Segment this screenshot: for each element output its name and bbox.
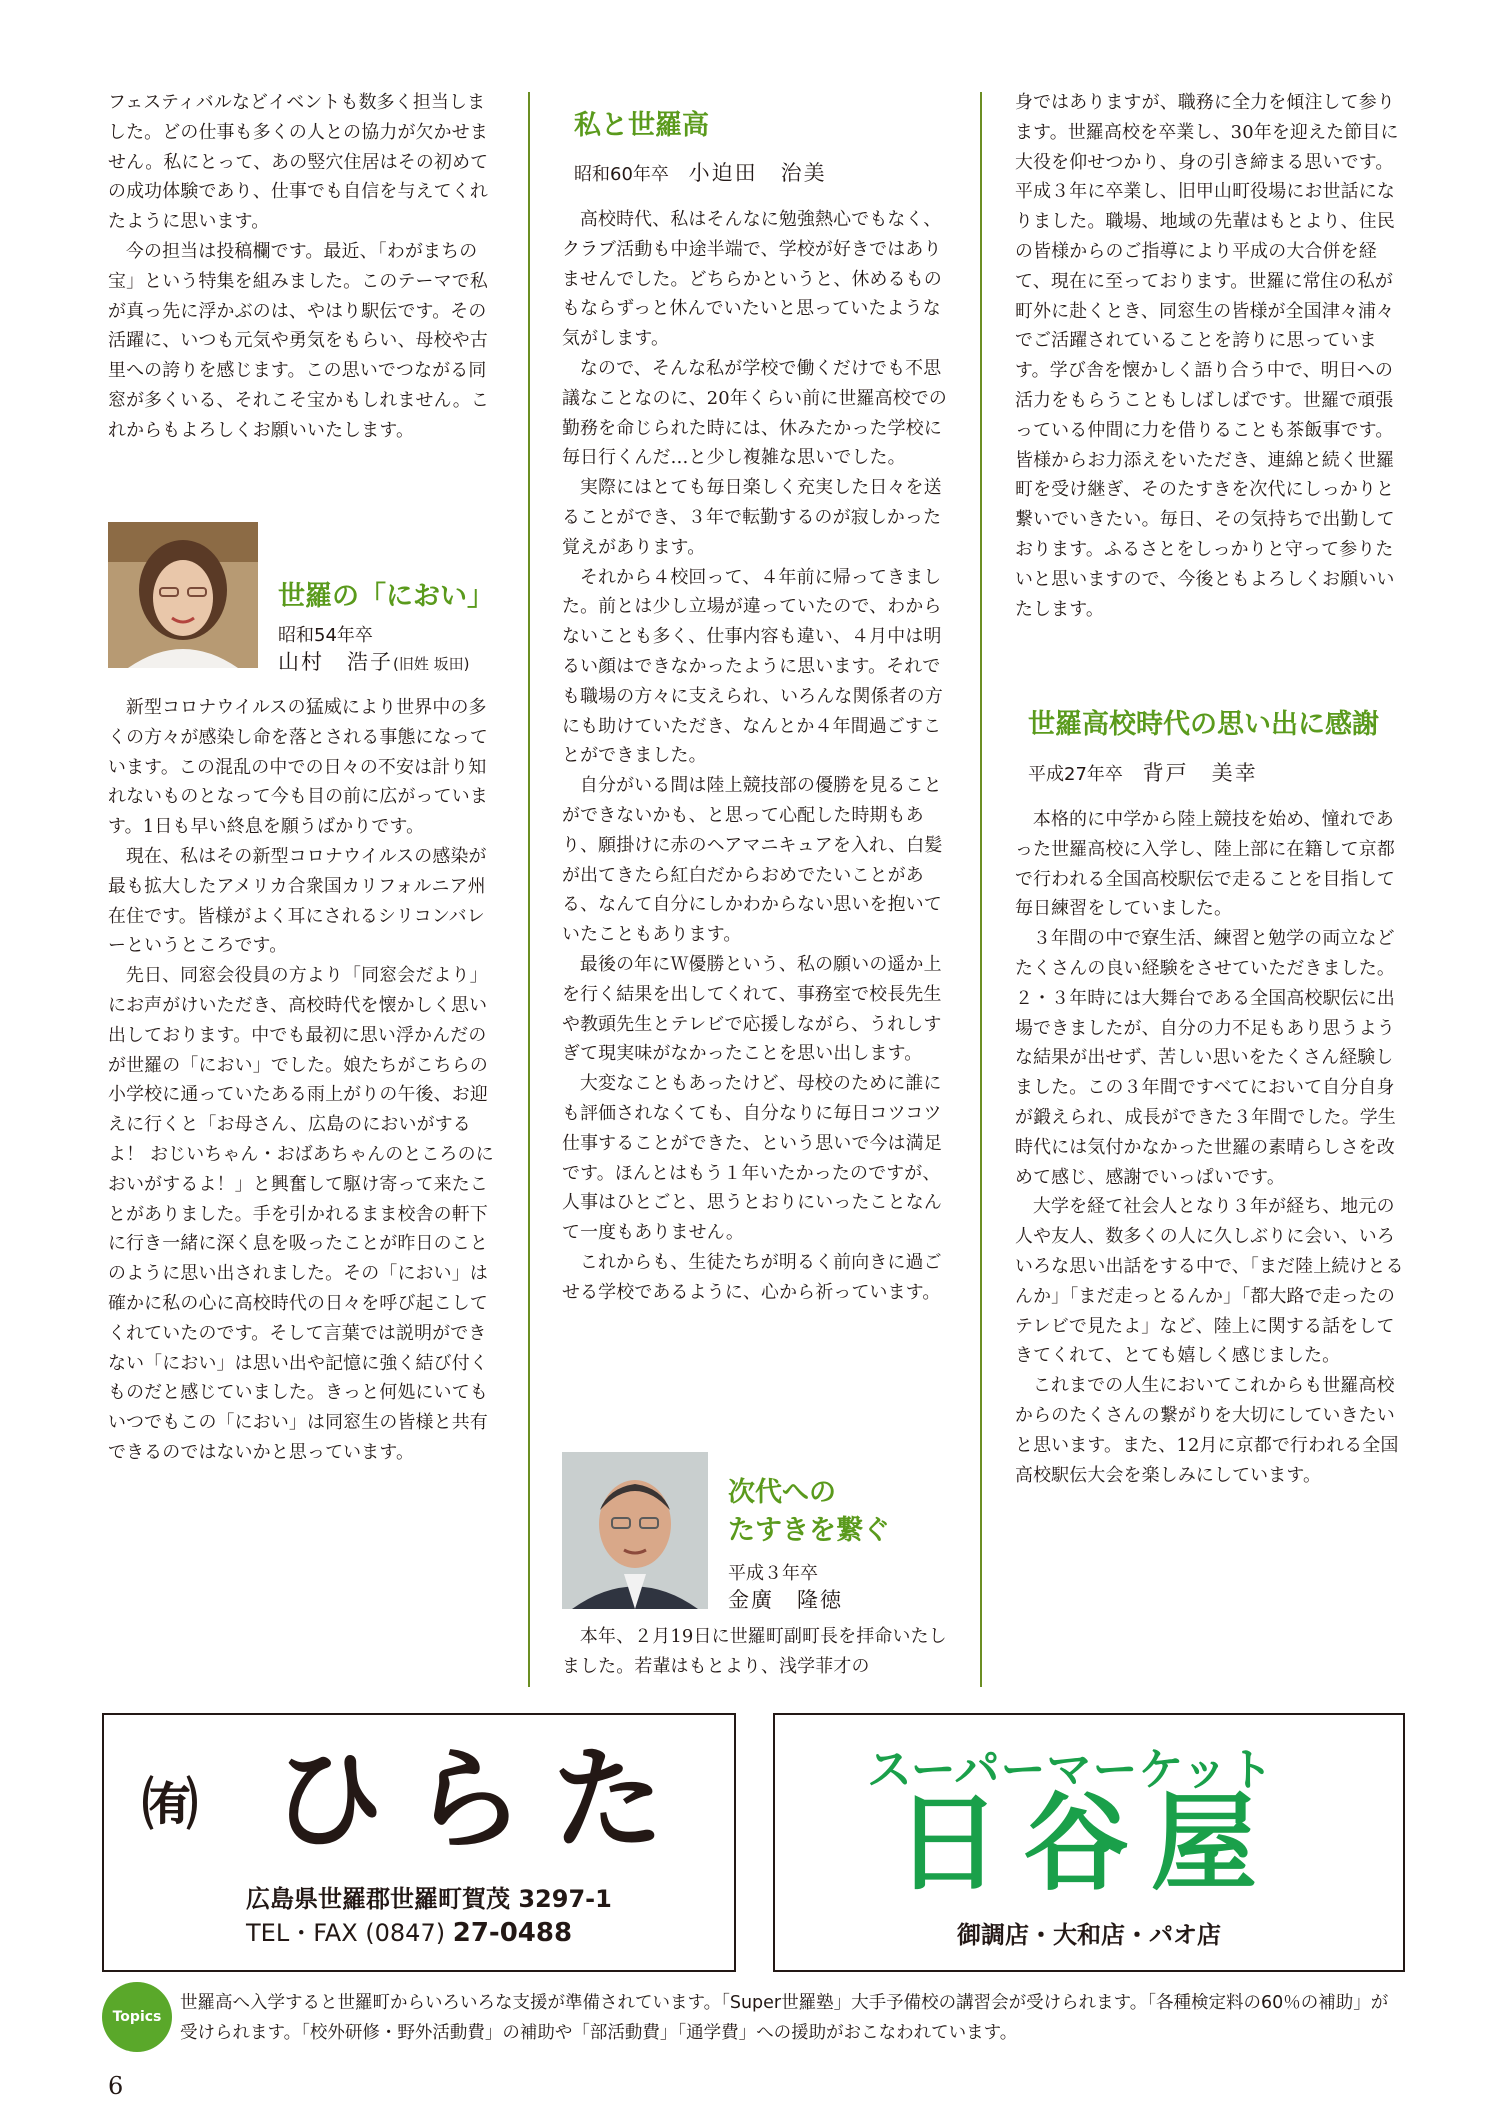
author-name: 山村 浩子 [278,650,393,674]
company-logo-hirata: ひらた [272,1734,692,1865]
left-column [108,88,498,446]
article-paragraph: それから４校回って、４年前に帰ってきました。前とは少し立場が違っていたので、わからないことも多く、仕事内容も違い、４月中は明るい顔はできなかったように思います。それでも職場の方々に支えられ、いろんな関係者の方にも助けていただき、なんとか４年間過ごすことができました。 [562,566,943,767]
supermarket-label: スーパーマーケット [867,1743,1275,1796]
author-photo-yamamura [108,522,258,668]
intro-paragraph: フェスティバルなどイベントも数多く担当しました。どの仕事も多くの人との協力が欠かせません。私にとって、あの竪穴住居はその初めての成功体験であり、仕事でも自信を与えてくれたように思います。 [108,92,489,233]
continued-paragraph: 身ではありますが、職務に全力を傾注して参ります。世羅高校を卒業し、30年を迎えた節目に大役を仰せつかり、身の引き締まる思いです。平成３年に卒業し、旧甲山町役場にお世話になりました。職場、地域の先輩はもとより、住民の皆様からのご指導により平成の大合併を経て、現在に至っております。世羅に常住の私が町外に赴くとき、同窓生の皆様が全国津々浦々でご活躍されていることを誇りに思っています。学び舎を懐かしく語り合う中で、明日への活力をもらうこともしばしばです。世羅で頑張っている仲間に力を借りることも茶飯事です。皆様からお力添えをいただき、連綿と続く世羅町を受け継ぎ、そのたすきを次代にしっかりと繋いでいきたい。毎日、その気持ちで出勤しております。ふるさとをしっかりと守って参りたいと思いますので、今後ともよろしくお願いいたします。 [1015,92,1399,620]
author-meta [278,622,469,678]
page-number: 6 [108,2072,124,2100]
tel-number: 27-0488 [452,1918,573,1948]
article-title [728,1474,890,1550]
article-paragraph: 本年、２月19日に世羅町副町長を拝命いたしました。若輩はもとより、浅学菲才の [562,1626,947,1677]
article-paragraph: 高校時代、私はそんなに勉強熱心でもなく、クラブ活動も中途半端で、学校が好きではありませんでした。どちらかというと、休めるものもならずっと休んでいたいと思っていたような気がします。 [562,209,942,350]
intro-paragraph: 今の担当は投稿欄です。最近、「わがまちの宝」という特集を組みました。このテーマで私が真っ先に浮かぶのは、やはり駅伝です。その活躍に、いつも元気や勇気をもらい、母校や古里への誇りを感じます。この思いでつながる同窓が多くいる、それこそ宝かもしれません。これからもよろしくお願いいたします。 [108,240,489,441]
store-list: 御調店・大和店・パオ店 [957,1921,1221,1949]
article-title: 世羅の「におい」 [278,581,494,612]
right-article-body [1015,805,1405,1490]
article-paragraph: これからも、生徒たちが明るく前向きに過ごせる学校であるように、心から祈っています。 [562,1251,942,1303]
article-paragraph: 新型コロナウイルスの猛威により世界中の多くの方々が感染し命を落とされる事態になっています。この混乱の中での日々の不安は計り知れないものとなって今も目の前に広がっています。1日も早い終息を願うばかりです。 [108,697,488,838]
article-paragraph: 最後の年にＷ優勝という、私の願いの遥か上を行く結果を出してくれて、事務室で校長先生や教頭先生とテレビで応援しながら、うれしすぎて現実味がなかったことを思い出します。 [562,953,942,1065]
author-name: 背戸 美幸 [1142,761,1258,785]
article-paragraph: ３年間の中で寮生活、練習と勉学の両立などたくさんの良い経験をさせていただきました。２・３年時には大舞台である全国高校駅伝に出場できましたが、自分の力不足もあり思うような結果が出せず、苦しい思いをたくさん経験しました。この３年間ですべてにおいて自分自身が鍛えられ、成長ができた３年間でした。学生時代には気付かなかった世羅の素晴らしさを改めて感じ、感謝でいっぱいです。 [1015,928,1396,1188]
author-meta [574,160,827,188]
company-type-mark: ㈲ [142,1772,198,1838]
right-column [1015,88,1405,624]
maiden-name-note: (旧姓 坂田) [393,655,470,673]
supermarket-logo: 日谷屋 [895,1782,1279,1905]
middle-article-body [562,205,952,1307]
article-paragraph: 実際にはとても毎日楽しく充実した日々を送ることができ、３年で転勤するのが寂しかった覚えがあります。 [562,477,942,558]
tel-label: TEL・FAX (0847) [246,1919,446,1947]
author-photo-kanehiro [562,1452,708,1609]
article-title-line: たすきを繋ぐ [728,1515,890,1546]
company-address: 広島県世羅郡世羅町賀茂 3297-1 [246,1885,612,1913]
article-paragraph: これまでの人生においてこれからも世羅高校からのたくさんの繋がりを大切にしていきたいと思います。また、12月に京都で行われる全国高校駅伝大会を楽しみにしています。 [1015,1375,1399,1486]
article-paragraph: 本格的に中学から陸上競技を始め、憧れであった世羅高校に入学し、陸上部に在籍して京都で行われる全国高校駅伝で走ることを目指して毎日練習をしていました。 [1015,809,1395,920]
graduation-year: 平成27年卒 [1028,764,1123,785]
article-paragraph: 先日、同窓会役員の方より「同窓会だより」にお声がけいただき、高校時代を懐かしく思い出しております。中でも最初に思い浮かんだのが世羅の「におい」でした。娘たちがこちらの小学校に通っていたある雨上がりの午後、お迎えに行くと「お母さん、広島のにおいがするよ！ おじいちゃん・おばあちゃんのところのにおいがするよ！」と興奮して駆け寄って来たことがありました。手を引かれるまま校舎の軒下に行き一緒に深く息を吸ったことが昨日のことのように思い出されました。その「におい」は確かに私の心に高校時代の日々を呼び起こしてくれていたのです。そして言葉では説明ができない「におい」は思い出や記憶に強く結び付くものだと感じていました。きっと何処にいてもいつでもこの「におい」は同窓生の皆様と共有できるのではないかと思っています。 [108,965,494,1463]
article-paragraph: 大変なこともあったけど、母校のために誰にも評価されなくても、自分なりに毎日コツコツ仕事することができた、という思いで今は満足です。ほんとはもう１年いたかったのですが、人事はひとごと、思うとおりにいったことなんて一度もありません。 [562,1073,942,1244]
topics-badge: Topics [102,1982,172,2052]
graduation-year: 昭和54年卒 [278,625,373,646]
middle-article2-body [562,1622,952,1682]
graduation-year: 平成３年卒 [728,1563,818,1584]
ad-hirata [102,1713,736,1972]
article-paragraph: 大学を経て社会人となり３年が経ち、地元の人や友人、数多くの人に久しぶりに会い、いろいろな思い出話をする中で、「まだ陸上続けとるんか」「まだ走っとるんか」「都大路で走ったのテレビで見たよ」など、陸上に関する話をしてきてくれて、とても嬉しく感じました。 [1015,1196,1404,1367]
author-meta [728,1560,843,1614]
ad-hiyaya [773,1713,1405,1972]
company-phone [246,1913,572,1948]
left-article-body [108,693,498,1468]
article-title: 私と世羅高 [574,110,709,141]
author-name: 金廣 隆徳 [728,1588,843,1612]
article-paragraph: 自分がいる間は陸上競技部の優勝を見ることができないかも、と思って心配した時期もあり、願掛けに赤のヘアマニキュアを入れ、白髪が出てきたら紅白だからおめでたいことがある、なんて自分にしかわからない思いを抱いていたこともあります。 [562,775,943,946]
topics-text: 世羅高へ入学すると世羅町からいろいろな支援が準備されています。「Super世羅塾」大手予備校の講習会が受けられます。「各種検定料の60％の補助」が受けられます。「校外研修・野外活動費」の補助や「部活動費」「通学費」への援助がおこなわれています。 [180,1993,1389,2043]
column-divider [528,92,530,1687]
article-paragraph: 現在、私はその新型コロナウイルスの感染が最も拡大したアメリカ合衆国カリフォルニア州在住です。皆様がよく耳にされるシリコンバレーというところです。 [108,845,487,957]
article-title: 世羅高校時代の思い出に感謝 [1028,709,1379,740]
graduation-year: 昭和60年卒 [574,164,669,185]
column-divider [980,92,982,1687]
author-meta [1028,760,1258,788]
article-paragraph: なので、そんな私が学校で働くだけでも不思議なことなのに、20年くらい前に世羅高校での勤務を命じられた時には、休みたかった学校に毎日行くんだ…と少し複雑な思いでした。 [562,357,947,469]
article-title-line: 次代への [728,1477,836,1508]
author-name: 小迫田 治美 [688,161,827,185]
